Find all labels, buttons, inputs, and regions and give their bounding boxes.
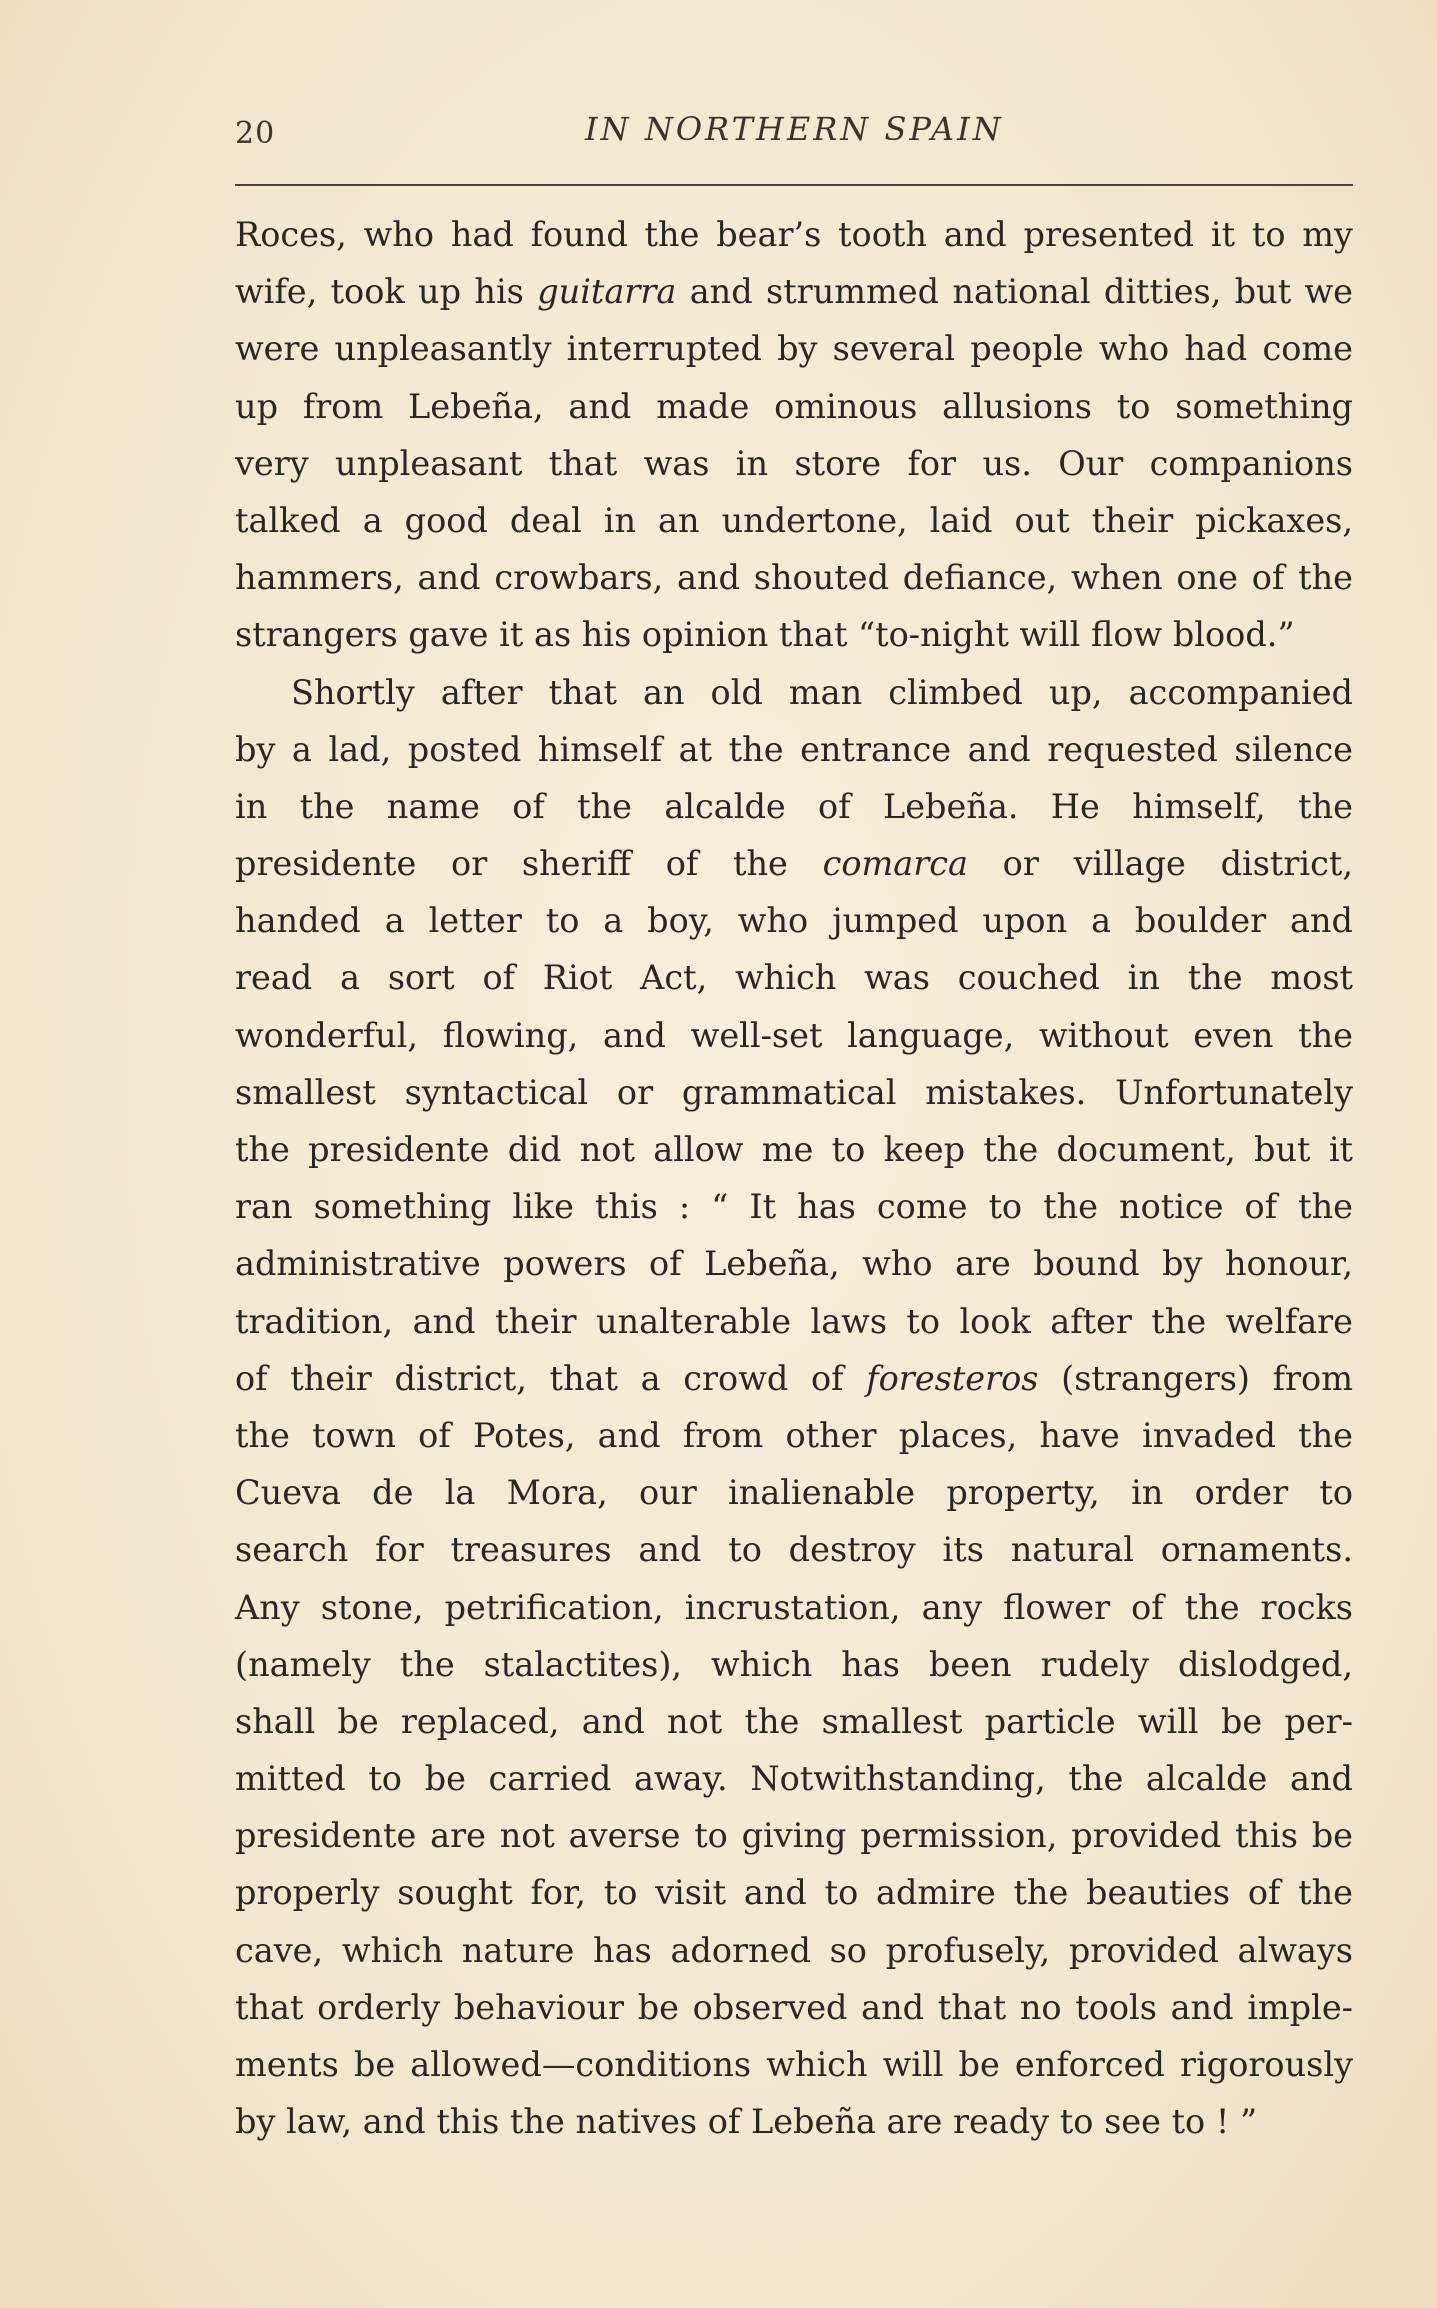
text-segment: were unpleasantly interrupted by several people who had come — [235, 329, 1353, 369]
text-segment: Cueva de la Mora, our inalienable property, in order to — [235, 1473, 1353, 1513]
running-title: IN NORTHERN SPAIN — [585, 110, 1004, 148]
text-segment: cave, which nature has adorned so profusely, provided always — [235, 1930, 1353, 1970]
text-segment: up from Lebeña, and made ominous allusions to something — [235, 386, 1353, 426]
text-segment: strangers gave it as his opinion that “to-night will flow blood.” — [235, 615, 1295, 655]
text-segment: smallest syntactical or grammatical mistakes. Unfortunately — [235, 1072, 1353, 1112]
text-segment: presidente or sheriff of the — [235, 844, 823, 884]
text-line — [235, 1521, 1353, 1578]
text-line — [235, 1007, 1353, 1064]
text-line — [235, 1807, 1353, 1864]
body-text — [235, 206, 1353, 2150]
text-line — [235, 1064, 1353, 1121]
text-segment: Shortly after that an old man climbed up, accompanied — [291, 672, 1353, 712]
text-segment: or village district, — [967, 844, 1353, 884]
text-segment: search for treasures and to destroy its natural ornaments. — [235, 1530, 1353, 1570]
header-rule — [235, 184, 1353, 186]
text-segment: that orderly behaviour be observed and that no tools and imple- — [235, 1987, 1353, 2027]
text-line — [235, 1922, 1353, 1979]
page-number: 20 — [235, 116, 276, 151]
text-segment: presidente are not averse to giving permission, provided this be — [235, 1816, 1353, 1856]
text-segment: ran something like this : “ It has come to the notice of the — [235, 1187, 1353, 1227]
text-segment: the presidente did not allow me to keep the document, but it — [235, 1130, 1353, 1169]
text-line — [235, 1636, 1353, 1693]
text-line — [235, 778, 1353, 835]
text-segment: mitted to be carried away. Notwithstanding, the alcalde and — [235, 1759, 1353, 1799]
text-segment: the town of Potes, and from other places, have invaded the — [235, 1415, 1353, 1455]
text-segment: talked a good deal in an undertone, laid out their pickaxes, — [235, 500, 1353, 540]
text-line — [235, 320, 1353, 377]
text-line — [235, 606, 1353, 663]
text-line — [235, 263, 1353, 320]
text-line — [235, 1178, 1353, 1235]
running-head — [235, 108, 1355, 158]
text-line — [235, 1121, 1353, 1178]
text-segment: wife, took up his — [235, 272, 538, 312]
text-line — [235, 949, 1353, 1006]
text-line — [235, 2036, 1353, 2093]
text-line — [235, 492, 1353, 549]
text-segment: by a lad, posted himself at the entrance and requested silence — [235, 729, 1353, 769]
italic-term: guitarra — [537, 272, 677, 312]
text-line — [235, 892, 1353, 949]
text-segment: ments be allowed—conditions which will be enforced rigorously — [235, 2045, 1353, 2084]
text-segment: tradition, and their unalterable laws to look after the welfare — [235, 1301, 1353, 1341]
text-segment: (strangers) from — [1038, 1358, 1353, 1398]
text-line — [235, 1464, 1353, 1521]
text-segment: very unpleasant that was in store for us. Our companions — [235, 443, 1353, 483]
text-segment: shall be replaced, and not the smallest particle will be per- — [235, 1701, 1353, 1741]
text-segment: Any stone, petrification, incrustation, any flower of the rocks — [235, 1587, 1353, 1627]
text-segment: and strummed national ditties, but we — [676, 272, 1354, 312]
text-segment: Roces, who had found the bear’s tooth and presented it to my — [235, 215, 1353, 254]
text-line — [235, 721, 1353, 778]
text-line — [235, 1979, 1353, 2036]
text-segment: handed a letter to a boy, who jumped upon a boulder and — [235, 901, 1353, 941]
text-line — [235, 1235, 1353, 1292]
text-line — [235, 1693, 1353, 1750]
text-segment: administrative powers of Lebeña, who are bound by honour, — [235, 1244, 1353, 1284]
text-line — [235, 1293, 1353, 1350]
text-line — [235, 1750, 1353, 1807]
text-line — [235, 835, 1353, 892]
text-segment: wonderful, flowing, and well-set language, without even the — [235, 1015, 1353, 1055]
text-segment: properly sought for, to visit and to admire the beauties of the — [235, 1873, 1353, 1913]
text-line — [235, 2093, 1353, 2150]
text-line — [235, 1864, 1353, 1921]
text-line — [235, 435, 1353, 492]
text-line — [235, 206, 1353, 263]
italic-term: comarca — [822, 844, 968, 884]
text-segment: read a sort of Riot Act, which was couched in the most — [235, 958, 1353, 998]
text-line — [235, 1350, 1353, 1407]
text-line — [235, 1579, 1353, 1636]
text-line — [235, 549, 1353, 606]
text-segment: hammers, and crowbars, and shouted defiance, when one of the — [235, 558, 1353, 598]
text-line — [235, 378, 1353, 435]
text-segment: (namely the stalactites), which has been rudely dislodged, — [235, 1644, 1353, 1684]
text-line — [235, 1407, 1353, 1464]
italic-term: foresteros — [866, 1358, 1039, 1398]
text-segment: by law, and this the natives of Lebeña are ready to see to ! ” — [235, 2102, 1258, 2142]
text-line — [235, 664, 1353, 721]
text-segment: in the name of the alcalde of Lebeña. He himself, the — [235, 786, 1353, 826]
text-segment: of their district, that a crowd of — [235, 1358, 867, 1398]
